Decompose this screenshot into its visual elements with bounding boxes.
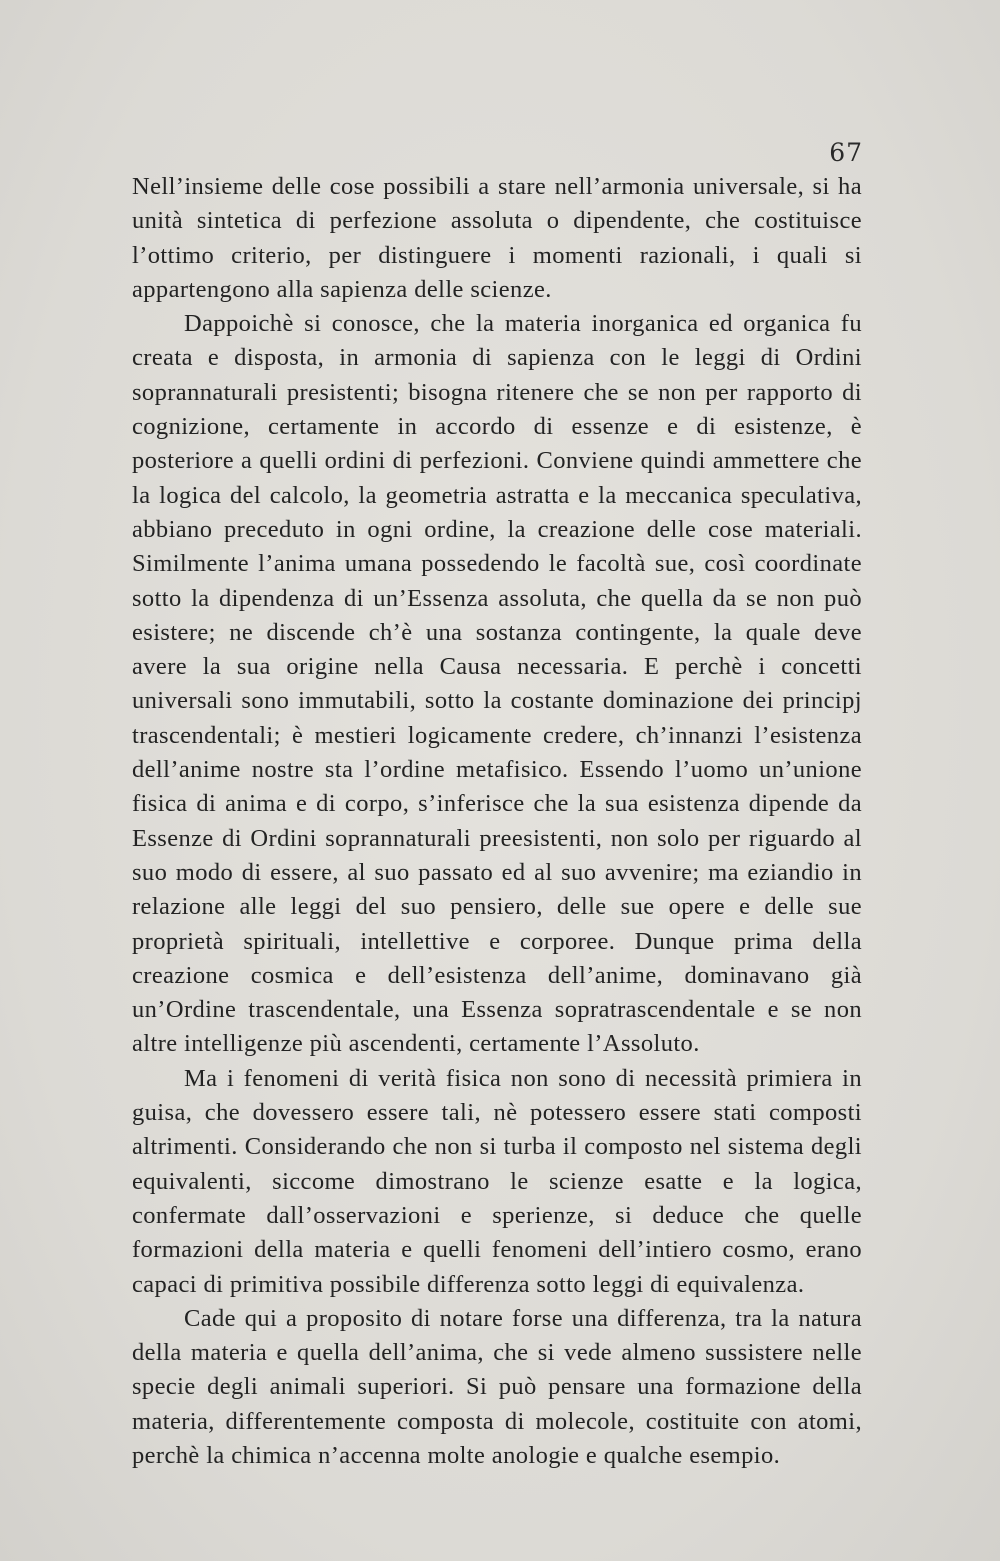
paragraph-2: Dappoichè si conosce, che la materia inorganica ed organica fu creata e disposta, in armonia di sapienza con le leggi di Ordini soprannaturali presistenti; bisogna ritenere che se non per rapporto di cognizione, certamente in accordo di essenze e di esistenze, è posteriore a quelli ordini di perfezioni. Conviene quindi ammettere che la logica del calcolo, la geometria astratta e la meccanica speculativa, abbiano preceduto in ogni ordine, la creazione delle cose materiali. Similmente l’anima umana possedendo le facoltà sue, così coordinate sotto la dipendenza di un’Essenza assoluta, che quella da se non può esistere; ne discende ch’è una sostanza contingente, la quale deve avere la sua origine nella Causa necessaria. E perchè i concetti universali sono immutabili, sotto la costante dominazione dei principj trascendentali; è mestieri logicamente credere, ch’innanzi l’esistenza dell’anime nostre sta l’ordine metafisico. Essendo l’uomo un’unione fisica di anima e di corpo, s’inferisce che la sua esistenza dipende da Essenze di Ordini soprannaturali preesistenti, non solo per riguardo al suo modo di essere, al suo passato ed al suo avvenire; ma eziandio in relazione alle leggi del suo pensiero, delle sue opere e delle sue proprietà spirituali, intellettive e corporee. Dunque prima della creazione cosmica e dell’esistenza dell’anime, dominavano già un’Ordine trascendentale, una Essenza sopratrascendentale e se non altre intelligenze più ascendenti, certamente l’Assoluto. — [132, 310, 862, 1058]
paragraph-1: Nell’insieme delle cose possibili a stare nell’armonia universale, si ha unità sintetica di perfezione assoluta o dipendente, che costituisce l’ottimo criterio, per distinguere i momenti razionali, i quali si appartengono alla sapienza delle scienze. — [132, 173, 862, 303]
paragraph-4: Cade qui a proposito di notare forse una differenza, tra la natura della materia e quella dell’anima, che si vede almeno sussistere nelle specie degli animali superiori. Si può pensare una formazione della materia, differentemente composta di molecole, costituite con atomi, perchè la chimica n’accenna molte anologie e qualche esempio. — [132, 1304, 862, 1469]
page-number: 67 — [829, 138, 863, 167]
body-text — [132, 170, 862, 1473]
paragraph-3: Ma i fenomeni di verità fisica non sono di necessità primiera in guisa, che dovessero essere tali, nè potessero essere stati composti altrimenti. Considerando che non si turba il composto nel sistema degli equivalenti, siccome dimostrano le scienze esatte e la logica, confermate dall’osservazioni e sperienze, si deduce che quelle formazioni della materia e quelli fenomeni dell’intiero cosmo, erano capaci di primitiva possibile differenza sotto leggi di equivalenza. — [132, 1064, 862, 1298]
